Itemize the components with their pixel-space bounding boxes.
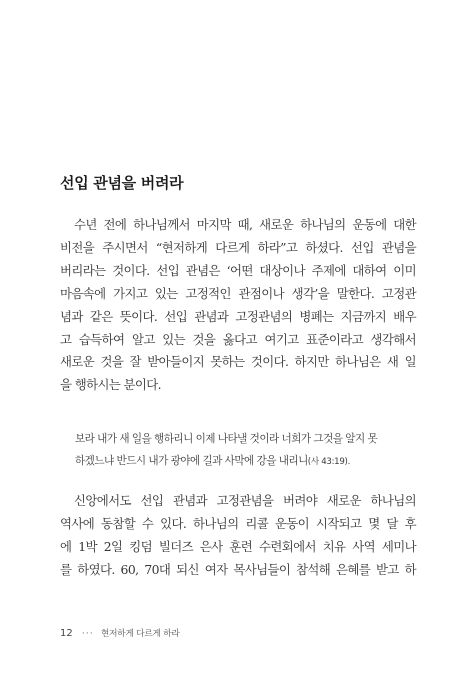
paragraph-1: [60, 214, 416, 397]
page-number: 12: [60, 628, 73, 639]
paragraph-2-line: 신앙에서도 선입 관념과 고정관념을 버려야 새로운 하나님의: [74, 493, 416, 508]
paragraph-1-line: 버리라는 것이다. 선입 관념은 ‘어떤 대상이나 주제에 대하여 이미: [60, 262, 416, 278]
quote-line-text: 하겠느냐 반드시 내가 광야에 길과 사막에 강을 내리니: [75, 455, 308, 467]
scripture-quote: [75, 428, 415, 473]
scripture-reference: (사 43:19).: [307, 457, 351, 467]
page-footer: [60, 626, 180, 639]
paragraph-2-line: 를 하였다. 60, 70대 되신 여자 목사님들이 참석해 은혜를 받고 하: [60, 561, 416, 577]
section-heading: 선입 관념을 버려라: [60, 174, 184, 192]
quote-line: [75, 450, 415, 473]
paragraph-1-line: 고 습득하여 알고 있는 것을 옳다고 여기고 표준이라고 생각해서: [60, 331, 416, 347]
paragraph-1-line: 마음속에 가지고 있는 고정적인 관점이나 생각’을 말한다. 고정관: [60, 285, 416, 301]
paragraph-1-line: 념과 같은 뜻이다. 선입 관념과 고정관념의 병폐는 지금까지 배우: [60, 308, 416, 324]
paragraph-2-line: 역사에 동참할 수 있다. 하나님의 리콜 운동이 시작되고 몇 달 후: [60, 515, 416, 531]
paragraph-1-line: 을 행하시는 분이다.: [60, 377, 161, 393]
paragraph-1-line: 새로운 것을 잘 받아들이지 못하는 것이다. 하지만 하나님은 새 일: [60, 354, 416, 370]
paragraph-2-line: 에 1박 2일 킹덤 빌더즈 은사 훈련 수련회에서 치유 사역 세미나: [60, 538, 416, 554]
paragraph-2: [60, 490, 416, 582]
paragraph-1-line: 수년 전에 하나님께서 마지막 때, 새로운 하나님의 운동에 대한: [74, 217, 416, 232]
footer-separator: ···: [81, 628, 94, 639]
quote-line: 보라 내가 새 일을 행하리니 이제 나타낼 것이라 너희가 그것을 알지 못: [75, 433, 378, 445]
paragraph-1-line: 비전을 주시면서 “현저하게 다르게 하라”고 하셨다. 선입 관념을: [60, 239, 416, 255]
running-title: 현저하게 다르게 하라: [100, 629, 180, 639]
